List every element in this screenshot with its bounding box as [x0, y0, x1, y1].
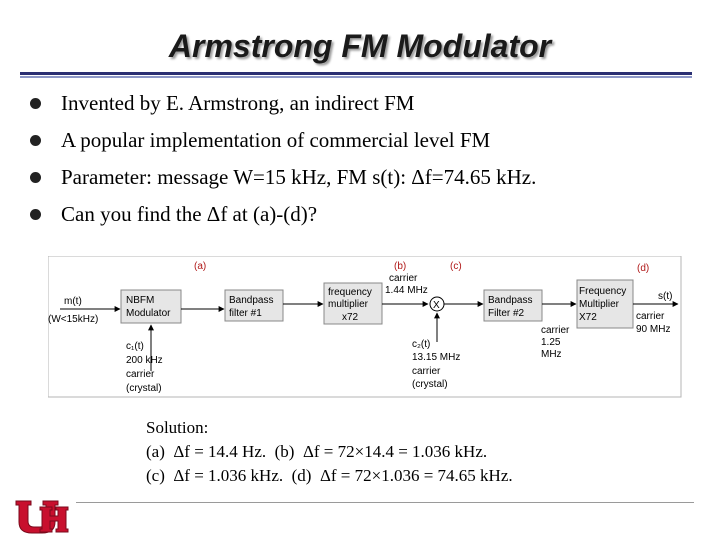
point-label-c: (c) — [450, 261, 462, 272]
bullet-text: Parameter: message W=15 kHz, FM s(t): Δf=74.65 kHz. — [61, 165, 537, 189]
mult2-label: Frequency — [579, 286, 627, 297]
university-logo-icon — [14, 498, 72, 536]
bullet-dot-icon — [30, 172, 41, 183]
mult1-label: multiplier — [328, 299, 369, 310]
c1-label: 200 kHz — [126, 355, 163, 366]
mult2-label: Multiplier — [579, 299, 620, 310]
nbfm-block-label: NBFM — [126, 295, 155, 306]
carrier-d-label: 1.25 — [541, 337, 561, 348]
carrier-out-label: carrier — [636, 311, 665, 322]
bullet-item — [30, 85, 536, 122]
mult1-label: x72 — [342, 312, 359, 323]
solution-heading: Solution: — [146, 418, 209, 437]
mult1-label: frequency — [328, 287, 372, 298]
carrier-b-label: carrier — [389, 273, 418, 284]
input-bandwidth-note: (W<15kHz) — [48, 314, 99, 325]
carrier-d-label: carrier — [541, 325, 570, 336]
bpf1-label: Bandpass — [229, 295, 274, 306]
bullet-text: Invented by E. Armstrong, an indirect FM — [61, 91, 415, 115]
carrier-b-label: 1.44 MHz — [385, 285, 428, 296]
bpf1-label: filter #1 — [229, 308, 262, 319]
c1-label: c₁(t) — [126, 341, 144, 352]
nbfm-block-label: Modulator — [126, 308, 171, 319]
input-label: m(t) — [64, 296, 82, 307]
bullet-item — [30, 122, 536, 159]
output-label: s(t) — [658, 291, 673, 302]
point-label-a: (a) — [194, 261, 207, 272]
slide-title: Armstrong FM Modulator — [168, 28, 552, 64]
solution-line: (a) Δf = 14.4 Hz. (b) Δf = 72×14.4 = 1.036 kHz. — [146, 442, 488, 461]
bullet-dot-icon — [30, 135, 41, 146]
mult2-label: X72 — [579, 312, 597, 323]
point-label-b: (b) — [394, 261, 407, 272]
bullet-item — [30, 159, 536, 196]
c2-label: carrier — [412, 366, 441, 377]
mixer-icon: X — [433, 300, 440, 311]
bpf2-label: Filter #2 — [488, 308, 525, 319]
footer-rule — [76, 502, 694, 503]
title-underline-light — [20, 76, 692, 78]
bullet-dot-icon — [30, 98, 41, 109]
bullet-dot-icon — [30, 209, 41, 220]
carrier-out-label: 90 MHz — [636, 324, 671, 335]
bullet-list — [30, 85, 536, 233]
c1-label: carrier — [126, 369, 155, 380]
title-underline — [20, 72, 692, 75]
block-diagram — [48, 256, 682, 398]
bullet-item — [30, 196, 536, 233]
point-label-d: (d) — [637, 263, 650, 274]
c2-label: (crystal) — [412, 379, 448, 390]
bpf2-label: Bandpass — [488, 295, 533, 306]
bullet-text: A popular implementation of commercial level FM — [61, 128, 491, 152]
c2-label: c₂(t) — [412, 339, 431, 350]
solution-block — [146, 416, 513, 488]
c2-label: 13.15 MHz — [412, 352, 461, 363]
bullet-text: Can you find the Δf at (a)-(d)? — [61, 202, 318, 226]
carrier-d-label: MHz — [541, 349, 562, 360]
c1-label: (crystal) — [126, 383, 162, 394]
solution-line: (c) Δf = 1.036 kHz. (d) Δf = 72×1.036 = 74.65 kHz. — [146, 466, 513, 485]
